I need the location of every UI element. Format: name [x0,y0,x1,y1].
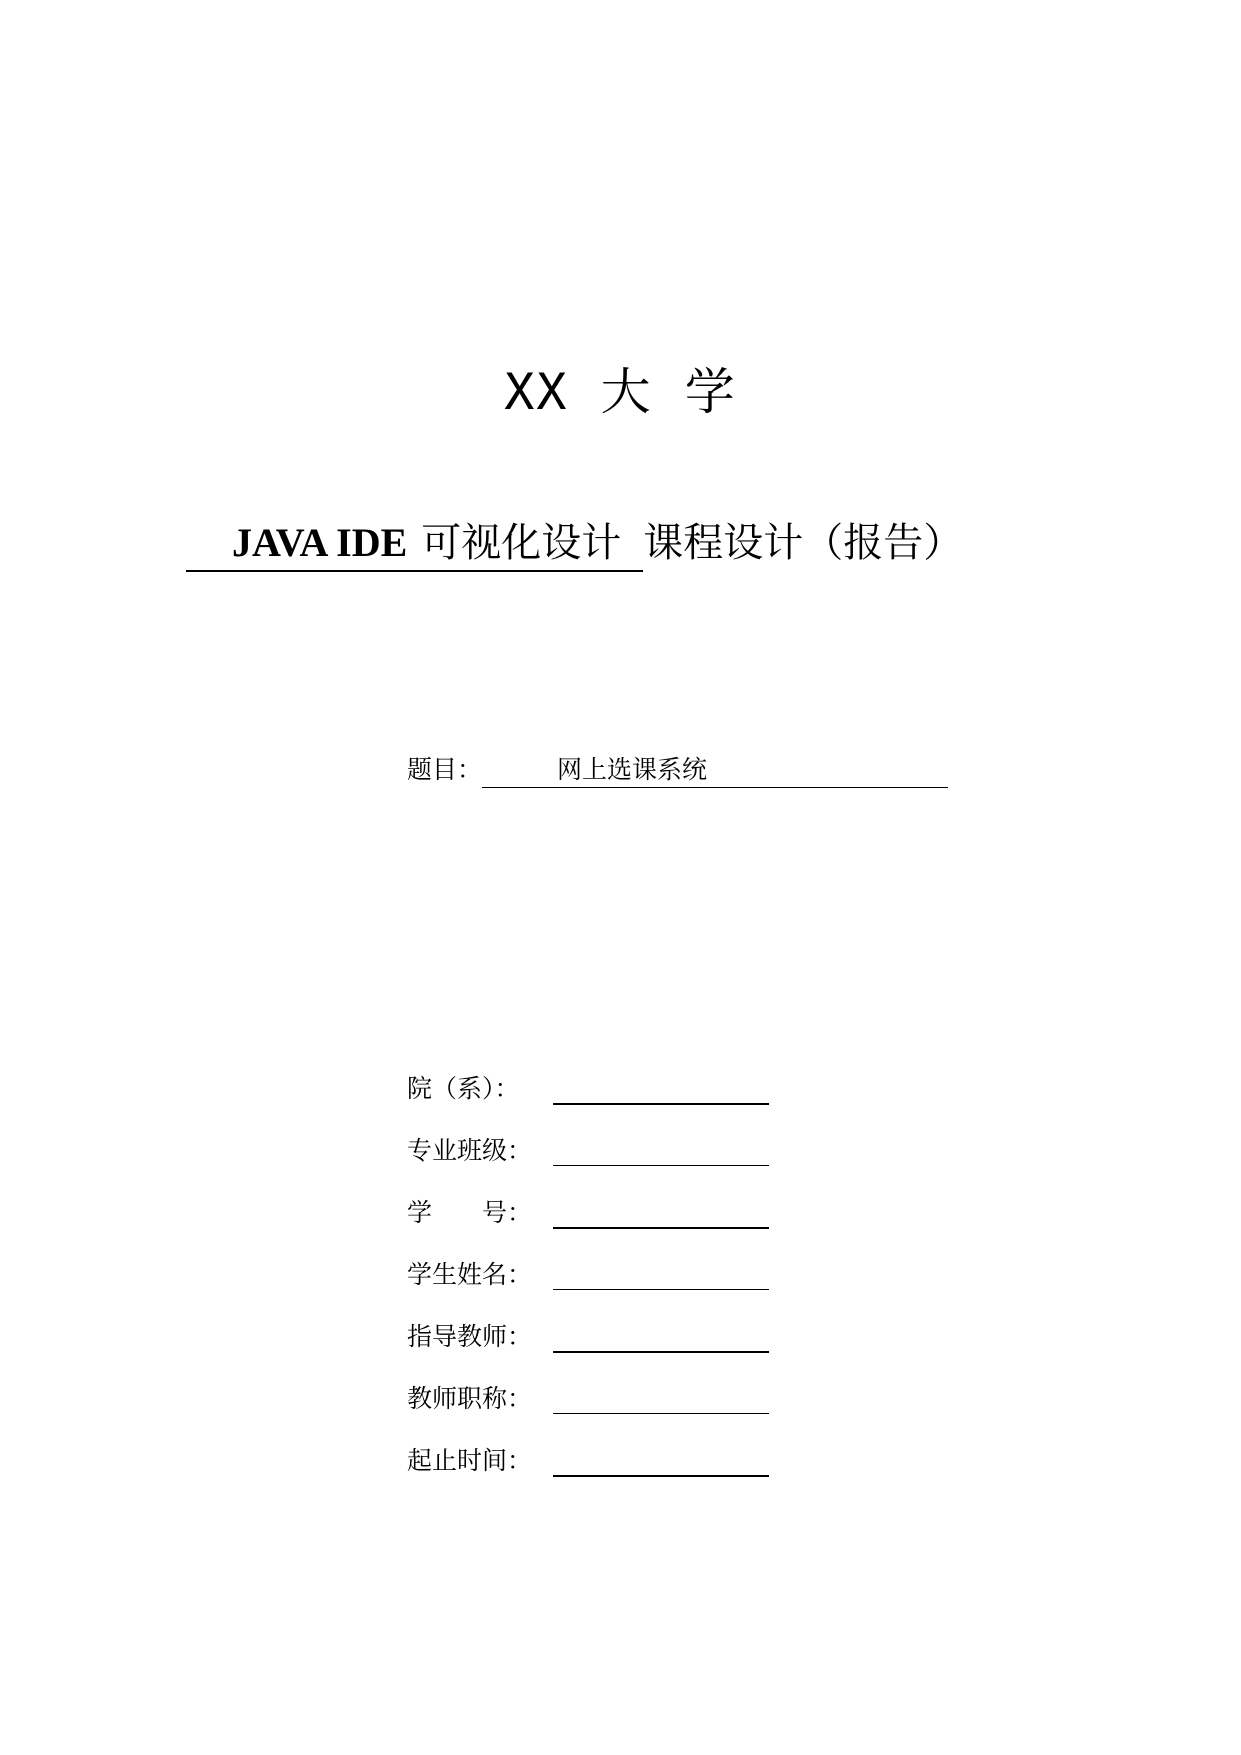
field-blank-line [553,1227,769,1229]
course-title-line [186,513,963,573]
field-label: 院（系）： [407,1074,520,1103]
field-label: 指导教师： [407,1322,533,1351]
field-blank-line [553,1475,769,1477]
topic-value: 网上选课系统 [482,752,948,788]
course-name-latin: JAVA IDE [232,520,408,565]
university-name: XX 大 学 [504,363,737,421]
field-department [407,1071,787,1133]
course-name-underlined [186,516,643,572]
field-label: 专业班级： [407,1136,533,1165]
field-label: 教师职称： [407,1384,533,1413]
field-label: 学生姓名： [407,1260,533,1289]
field-advisor-title [407,1381,787,1443]
field-student-id [407,1195,787,1257]
field-label: 起止时间： [407,1446,533,1475]
topic-row [407,752,948,788]
report-type: 课程设计（报告） [643,520,964,566]
field-blank-line [553,1165,769,1166]
field-blank-line [553,1413,769,1414]
field-label: 学 号： [407,1198,533,1227]
field-student-name [407,1257,787,1319]
topic-label: 题目： [407,755,483,784]
course-name-cjk: 可视化设计 [421,520,622,566]
field-blank-line [553,1351,769,1353]
field-advisor [407,1319,787,1381]
field-period [407,1443,787,1505]
field-blank-line [553,1103,769,1105]
info-fields [407,1071,787,1505]
field-blank-line [553,1289,769,1290]
field-class [407,1133,787,1195]
